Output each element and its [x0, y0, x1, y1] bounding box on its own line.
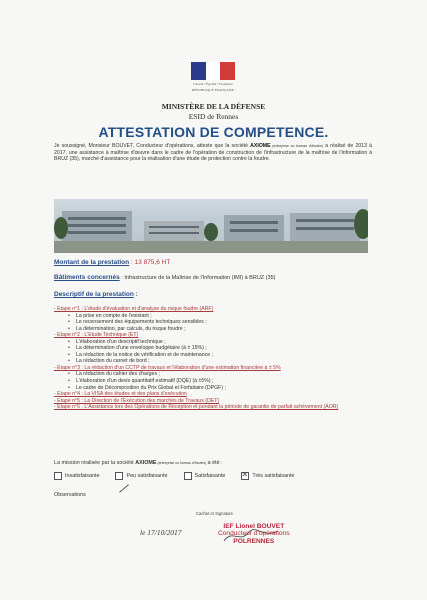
step-sub-item: • Le cadre de Décomposition du Prix Global et Forfaitaire (DPGF) ; — [54, 385, 374, 392]
mission-line — [54, 460, 223, 466]
descriptif-sep: : — [133, 291, 138, 298]
step-label: - Etape n°3 : La rédaction d'un CCTP de travaux et l'élaboration d'une estimation financière à ± 5% — [54, 364, 281, 371]
rating-options — [54, 472, 374, 480]
step-sub-item: • La rédaction de la notice de vérification et de maintenance ; — [54, 352, 374, 359]
step-label: - Etape n°4 : La VISA des études et des plans d'exécution — [54, 391, 187, 398]
building-photo — [54, 199, 368, 253]
descriptif-label: Descriptif de la prestation — [54, 291, 134, 298]
checkbox[interactable] — [184, 472, 192, 480]
unit-name: ESID de Rennes — [188, 112, 239, 121]
ministry-name: MINISTÈRE DE LA DÉFENSE — [161, 102, 266, 111]
step-item — [54, 404, 374, 411]
steps-list — [54, 306, 374, 411]
page-title: ATTESTATION DE COMPETENCE. — [98, 124, 329, 140]
checkbox[interactable] — [241, 472, 249, 480]
option-insatisfaisante[interactable] — [54, 472, 99, 480]
pen-mark — [119, 484, 129, 492]
batiments-line — [54, 274, 275, 281]
stamp-name: IEF Lionel BOUVET — [223, 523, 285, 530]
republic-logo — [188, 62, 238, 94]
step-sub-item: • La détermination d'une enveloppe budgétaire (à ± 15%) ; — [54, 345, 374, 352]
logo-motto: Liberté • Égalité • Fraternité — [193, 82, 233, 86]
observations-label: Observations — [54, 492, 86, 498]
batiments-label: Bâtiments concernés — [54, 274, 120, 281]
stamp-place: POLRENNES — [233, 537, 275, 545]
montant-line — [54, 259, 170, 266]
step-sub-item: • La rédaction du carnet de bord ; — [54, 358, 374, 365]
batiments-value: : Infrastructure de la Maîtrise de l'Information (IMI) à BRUZ (35) — [119, 275, 276, 281]
montant-label: Montant de la prestation — [54, 259, 130, 266]
option-peu-satisfaisante[interactable] — [115, 472, 167, 480]
step-sub-item: • La détermination, par calculs, du risque foudre ; — [54, 326, 374, 333]
intro-text-2: a réalisé de 2013 à 2017, une assistance à maîtrise d'œuvre dans le cadre de l'opération de construction de l'infrastructure de la maîtrise de l'information à BRUZ (35), marché d'assistance pour la réalisation d'une étude de protection contre la foudre. — [54, 143, 372, 163]
step-label: - Etape n°6 : L'Assistance lors des Opérations de Réception et pendant la période de garantie de parfait achèvement (AOR) — [54, 404, 339, 411]
step-sub-item: • La rédaction du cahier des charges ; — [54, 371, 374, 378]
montant-value: : 13 875,6 HT — [129, 259, 171, 266]
stamp-role: Conducteur d'opérations — [218, 530, 290, 538]
option-label: Satisfaisante — [194, 473, 226, 479]
option-label: Peu satisfaisante — [126, 473, 168, 479]
cachet-label: Cachet et Signature — [196, 511, 234, 516]
step-sub-item: • L'élaboration d'un devis quantitatif estimatif (DQE) (à ±5%) ; — [54, 378, 374, 385]
intro-company: AXIOME — [250, 143, 271, 149]
checkbox[interactable] — [115, 472, 123, 480]
step-label: - Etape n°5 : La Direction de l'Exécution des marchés de Travaux (DET) — [54, 397, 220, 404]
descriptif-line — [54, 291, 138, 298]
mission-tail: a été : — [206, 460, 223, 466]
checkbox[interactable] — [54, 472, 62, 480]
step-sub-item: • Le recensement des équipements techniques sensibles ; — [54, 319, 374, 326]
official-stamp — [218, 523, 290, 545]
option-label: Très satisfaisante — [252, 473, 295, 479]
step-sub-item: • La prise en compte de l'existant ; — [54, 313, 374, 320]
option-satisfaisante[interactable] — [184, 472, 226, 480]
step-label: - Etape n°1 : L'étude d'évaluation et d'analyse du risque foudre (ARF) — [54, 306, 214, 312]
signature-date: le 17/10/2017 — [140, 528, 182, 537]
intro-paragraph — [54, 143, 372, 163]
step-sub-item: • L'élaboration d'un descriptif technique ; — [54, 339, 374, 346]
flag-icon — [191, 62, 235, 80]
logo-republic: RÉPUBLIQUE FRANÇAISE — [191, 88, 235, 92]
step-label: - Etape n°2 : L'Etude Technique (ET) — [54, 332, 139, 339]
option-label: Insatisfaisante — [65, 473, 100, 479]
intro-note: (entreprise ou bureau d'études) — [270, 144, 324, 148]
mission-company: AXIOME — [135, 460, 157, 466]
option-tres-satisfaisante[interactable] — [241, 472, 294, 480]
mission-note: (entreprise ou bureau d'études) — [156, 461, 207, 465]
mission-text: La mission réalisée par la société — [54, 460, 136, 466]
intro-text-1: Je soussigné, Monsieur BOUVET, Conducteur d'opérations, atteste que la société — [54, 143, 251, 149]
